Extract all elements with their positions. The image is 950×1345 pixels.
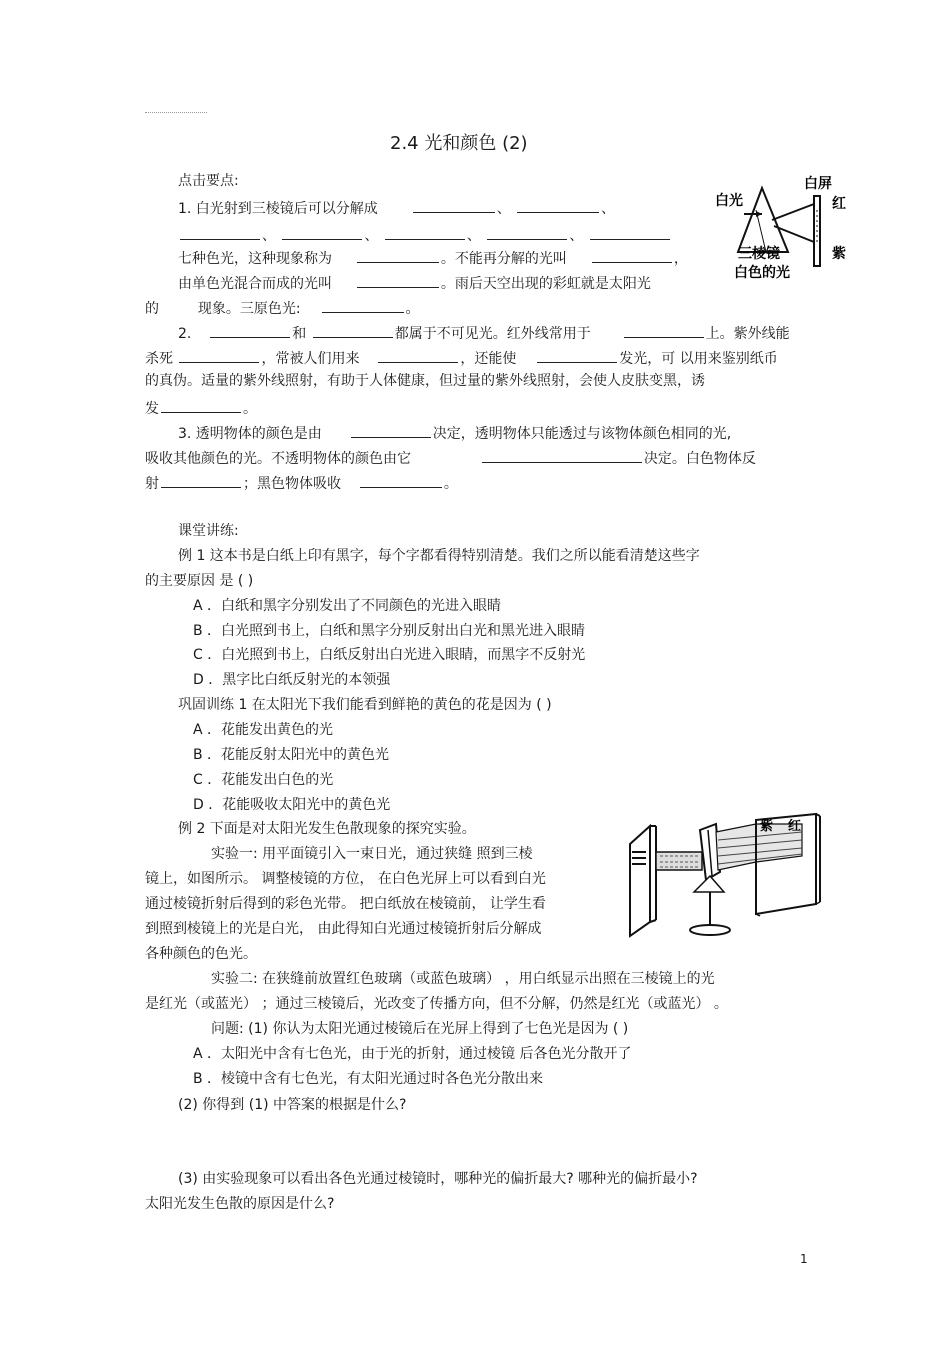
label-violet: 紫 [832, 246, 846, 262]
para1-line4 [178, 272, 651, 293]
para2-line3: 的真伪。适量的紫外线照射，有助于人体健康，但过量的紫外线照射，会使人皮肤变黑，诱 [145, 373, 705, 389]
blank-field[interactable] [357, 272, 439, 288]
question1-option-a[interactable]: A ．太阳光中含有七色光，由于光的折射，通过棱镜 后各色光分散开了 [193, 1046, 632, 1062]
para2-text: 杀死 [145, 351, 173, 367]
label-red: 红 [788, 819, 802, 834]
para3-text: 决定，透明物体只能透过与该物体颜色相同的光, [432, 426, 732, 442]
blank-field[interactable] [487, 224, 567, 240]
para2-line2 [145, 347, 778, 368]
question3-line1: (3) 由实验现象可以看出各色光通过棱镜时，哪种光的偏折最大? 哪种光的偏折最小? [178, 1171, 698, 1187]
para2-text: ，常被人们用来 [261, 351, 360, 367]
blank-field[interactable] [357, 247, 439, 263]
page-title: 2.4 光和颜色 (2) [390, 133, 528, 154]
punct: 。 [443, 476, 458, 492]
para3-line2 [145, 447, 756, 468]
para1-text: 现象。三原色光: [197, 301, 301, 317]
practice1-option-a[interactable]: A ．花能发出黄色的光 [193, 722, 334, 738]
section-heading-class: 课堂讲练: [178, 523, 239, 539]
punct: 、 [364, 228, 379, 244]
blank-field[interactable] [322, 297, 404, 313]
label-prism: 三棱镜 [738, 246, 780, 262]
blank-field[interactable] [210, 322, 290, 338]
practice1-question: 巩固训练 1 在太阳光下我们能看到鲜艳的黄色的花是因为 ( ) [178, 697, 552, 713]
blank-field[interactable] [385, 224, 465, 240]
example1-option-d[interactable]: D ．黑字比白纸反射光的本领强 [193, 672, 391, 688]
label-violet: 紫 [760, 819, 774, 834]
page-number: 1 [800, 1252, 808, 1266]
experiment2-line2: 是红光（或蓝光） ；通过三棱镜后，光改变了传播方向，但不分解，仍然是红光（或蓝光） 。 [145, 996, 728, 1012]
blank-field[interactable] [282, 224, 362, 240]
blank-field[interactable] [179, 347, 259, 363]
blank-field[interactable] [537, 347, 617, 363]
blank-field[interactable] [351, 422, 431, 438]
para2-text: ，还能使 [460, 351, 517, 367]
label-white-screen: 白屏 [804, 176, 832, 192]
para1-line2 [178, 224, 672, 245]
prism-dispersion-figure [700, 170, 860, 290]
blank-field[interactable] [378, 347, 458, 363]
para1-text: 由单色光混合而成的光叫 [178, 276, 332, 292]
header-dotted-line [145, 112, 207, 113]
para1-text: 。不能再分解的光叫 [440, 251, 567, 267]
experiment1-line4: 到照到棱镜上的光是白光， 由此得知白光通过棱镜折射后分解成 [145, 921, 542, 937]
para2-text: 和 [292, 326, 307, 342]
example1-option-a[interactable]: A ．白纸和黑字分别发出了不同颜色的光进入眼睛 [193, 598, 502, 614]
blank-field[interactable] [482, 447, 642, 463]
para2-line1 [178, 322, 790, 343]
blank-field[interactable] [313, 322, 393, 338]
example1-option-b[interactable]: B ．白光照到书上，白纸和黑字分别反射出白光和黑光进入眼睛 [193, 623, 586, 639]
example2-intro: 例 2 下面是对太阳光发生色散现象的探究实验。 [178, 821, 476, 837]
punct: 、 [262, 228, 276, 244]
para1-text: 的 [145, 301, 159, 317]
example1-line2: 的主要原因 是 ( ) [145, 573, 254, 589]
experiment2-line1: 实验二: 在狭缝前放置红色玻璃（或蓝色玻璃） ，用白纸显示出照在三棱镜上的光 [211, 971, 715, 987]
para2-line4 [145, 397, 257, 418]
dispersion-experiment-figure [620, 812, 825, 942]
practice1-option-b[interactable]: B ．花能反射太阳光中的黄色光 [193, 747, 390, 763]
question1-option-b[interactable]: B ．棱镜中含有七色光，有太阳光通过时各色光分散出来 [193, 1071, 544, 1087]
blank-field[interactable] [360, 472, 442, 488]
example1-option-c[interactable]: C ．白光照到书上，白纸反射出白光进入眼睛，而黑字不反射光 [193, 647, 586, 663]
blank-field[interactable] [161, 472, 241, 488]
question2: (2) 你得到 (1) 中答案的根据是什么? [178, 1097, 407, 1113]
experiment1-line1: 实验一: 用平面镜引入一束日光，通过狭缝 照到三棱 [211, 846, 533, 862]
para1-line1 [178, 197, 615, 218]
para1-text: 。雨后天空出现的彩虹就是太阳光 [440, 276, 651, 292]
para2-text: 发光，可 以用来鉴别纸币 [619, 351, 778, 367]
punct: 、 [569, 228, 584, 244]
slit-board-icon [630, 826, 650, 936]
blank-field[interactable] [590, 224, 670, 240]
punct: 、 [466, 228, 481, 244]
para1-text: 七种色光，这种现象称为 [178, 251, 332, 267]
question3-line2: 太阳光发生色散的原因是什么? [145, 1196, 335, 1212]
practice1-option-d[interactable]: D ．花能吸收太阳光中的黄色光 [193, 797, 391, 813]
para2-text: 都属于不可见光。红外线常用于 [394, 326, 591, 342]
label-white-light: 白光 [715, 193, 743, 209]
para3-text: 吸收其他颜色的光。不透明物体的颜色由它 [145, 451, 411, 467]
para3-line1 [178, 422, 731, 443]
experiment1-line5: 各种颜色的色光。 [145, 946, 257, 962]
experiment1-line3: 通过棱镜折射后得到的彩色光带。 把白纸放在棱镜前， 让学生看 [145, 896, 546, 912]
blank-field[interactable] [517, 197, 599, 213]
para3-line3 [145, 472, 458, 493]
prism-triangle-icon [738, 188, 788, 252]
blank-field[interactable] [161, 397, 241, 413]
para3-text: 决定。白色物体反 [643, 451, 756, 467]
punct: 。 [405, 301, 420, 317]
blank-field[interactable] [180, 224, 260, 240]
blank-field[interactable] [592, 247, 672, 263]
punct: ， [673, 251, 688, 267]
para1-text: 1. 白光射到三棱镜后可以分解成 [178, 201, 378, 217]
para2-text: 发 [145, 401, 159, 417]
practice1-option-c[interactable]: C ．花能发出白色的光 [193, 772, 334, 788]
para1-line3 [178, 247, 688, 268]
section-heading-key-points: 点击要点: [178, 173, 239, 189]
example1-line1: 例 1 这本书是白纸上印有黑字，每个字都看得特别清楚。我们之所以能看清楚这些字 [178, 548, 700, 564]
para3-text: ；黑色物体吸收 [243, 476, 341, 492]
blank-field[interactable] [624, 322, 704, 338]
experiment1-line2: 镜上，如图所示。 调整棱镜的方位， 在白色光屏上可以看到白光 [145, 871, 546, 887]
para3-text: 射 [145, 476, 159, 492]
para3-text: 3. 透明物体的颜色是由 [178, 426, 322, 442]
question1: 问题: (1) 你认为太阳光通过棱镜后在光屏上得到了七色光是因为 ( ) [211, 1021, 629, 1037]
punct: 。 [243, 401, 257, 417]
para2-text: 2. [178, 326, 192, 342]
punct: 、 [601, 201, 616, 217]
para2-text: 上。紫外线能 [705, 326, 790, 342]
punct: 、 [496, 201, 511, 217]
figure1-caption: 白色的光 [734, 265, 790, 281]
para1-line5 [145, 297, 420, 318]
label-red: 红 [832, 196, 846, 212]
blank-field[interactable] [413, 197, 495, 213]
